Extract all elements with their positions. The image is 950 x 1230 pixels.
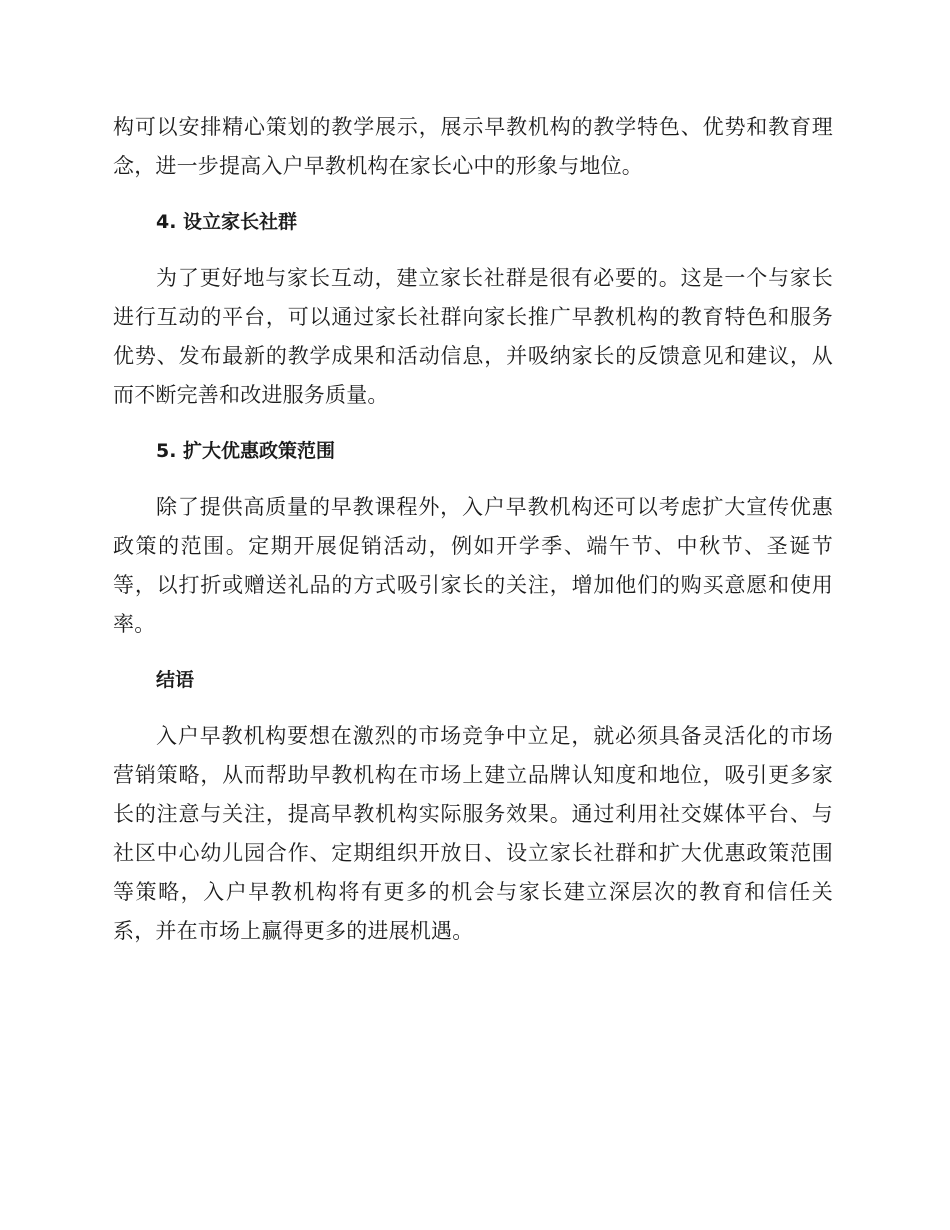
- section-heading-discount-policy: 5. 扩大优惠政策范围: [156, 440, 336, 462]
- document-body: [113, 108, 833, 951]
- paragraph-continued: 构可以安排精心策划的教学展示，展示早教机构的教学特色、优势和教育理念，进一步提高入户早教机构在家长心中的形象与地位。: [113, 115, 833, 178]
- section-heading-conclusion: 结语: [156, 669, 195, 691]
- paragraph-parent-community: 为了更好地与家长互动，建立家长社群是很有必要的。这是一个与家长进行互动的平台，可以通过家长社群向家长推广早教机构的教育特色和服务优势、发布最新的教学成果和活动信息，并吸纳家长的反馈意见和建议，从而不断完善和改进服务质量。: [113, 266, 833, 407]
- section-heading-parent-community: 4. 设立家长社群: [156, 211, 298, 233]
- paragraph-conclusion: 入户早教机构要想在激烈的市场竞争中立足，就必须具备灵活化的市场营销策略，从而帮助早教机构在市场上建立品牌认知度和地位，吸引更多家长的注意与关注，提高早教机构实际服务效果。通过利用社交媒体平台、与社区中心幼儿园合作、定期组织开放日、设立家长社群和扩大优惠政策范围等策略，入户早教机构将有更多的机会与家长建立深层次的教育和信任关系，并在市场上赢得更多的进展机遇。: [113, 724, 833, 943]
- paragraph-discount-policy: 除了提供高质量的早教课程外，入户早教机构还可以考虑扩大宣传优惠政策的范围。定期开展促销活动，例如开学季、端午节、中秋节、圣诞节等，以打折或赠送礼品的方式吸引家长的关注，增加他们的购买意愿和使用率。: [113, 495, 833, 636]
